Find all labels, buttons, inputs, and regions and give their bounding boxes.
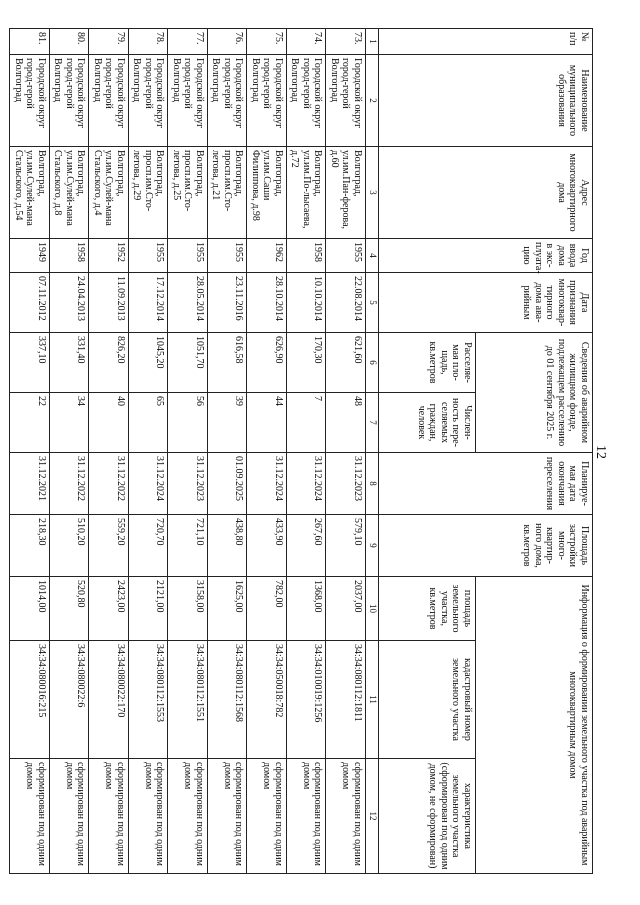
cell-number: 81.: [10, 29, 50, 55]
cell-land-char: сформирован под одним домом: [50, 759, 90, 874]
header-address: Адрес многоквартирного дома: [379, 147, 593, 239]
cell-population: 39: [208, 393, 248, 453]
column-number: 3: [366, 147, 379, 239]
cell-cadastral: 34:34:080022:170: [89, 641, 129, 759]
cell-address: Волгоград, ул.им.Пан-ферова, д.60: [326, 147, 366, 239]
column-number: 1: [366, 29, 379, 55]
cell-address: Волгоград, ул.им.Сулей-мана Стальского, д.4: [89, 147, 129, 239]
header-land-char: характеристика земельного участка (сформирован под одним домом, не сформирован): [379, 759, 476, 874]
cell-area-resettled: 331,40: [50, 333, 90, 393]
cell-year: 1949: [10, 239, 50, 273]
cell-number: 74.: [287, 29, 327, 55]
cell-municipality: Городской округ город-герой Волгоград: [10, 55, 50, 147]
header-num: № п/п: [379, 29, 593, 55]
header-year: Год ввода дома в экс-плуата-цию: [379, 239, 593, 273]
header-built-area: Площадь застройки много-квартир-ного дома, кв.метров: [379, 515, 593, 577]
cell-planned-end: 31.12.2023: [168, 453, 208, 515]
cell-cadastral: 34:34:080112:1811: [326, 641, 366, 759]
cell-cadastral: 34:34:080016:215: [10, 641, 50, 759]
cell-land-char: сформирован под одним домом: [89, 759, 129, 874]
cell-area-resettled: 616,58: [208, 333, 248, 393]
cell-address: Волгоград, ул.им.По-лысаева, д.72: [287, 147, 327, 239]
cell-population: 48: [326, 393, 366, 453]
header-cadastral: кадастровый номер земельного участка: [379, 641, 476, 759]
cell-area-resettled: 337,10: [10, 333, 50, 393]
cell-land-area: 1368,00: [287, 577, 327, 641]
table-row: [89, 29, 129, 874]
cell-planned-end: 31.12.2022: [89, 453, 129, 515]
cell-area-resettled: 621,60: [326, 333, 366, 393]
cell-built-area: 559,20: [89, 515, 129, 577]
cell-date-emergency: 17.12.2014: [129, 273, 169, 333]
cell-built-area: 433,90: [247, 515, 287, 577]
cell-land-area: 520,80: [50, 577, 90, 641]
cell-population: 40: [89, 393, 129, 453]
cell-land-char: сформирован под одним домом: [287, 759, 327, 874]
cell-cadastral: 34:34:080112:1551: [168, 641, 208, 759]
cell-date-emergency: 10.10.2014: [287, 273, 327, 333]
cell-date-emergency: 23.11.2016: [208, 273, 248, 333]
column-number: 10: [366, 577, 379, 641]
cell-address: Волгоград, ул.им.Сулей-мана Стальского, д.54: [10, 147, 50, 239]
cell-municipality: Городской округ город-герой Волгоград: [326, 55, 366, 147]
cell-number: 75.: [247, 29, 287, 55]
cell-land-area: 2121,00: [129, 577, 169, 641]
cell-land-char: сформирован под одним домом: [129, 759, 169, 874]
table-header: [366, 29, 593, 874]
cell-municipality: Городской округ город-герой Волгоград: [50, 55, 90, 147]
cell-date-emergency: 24.04.2013: [50, 273, 90, 333]
cell-built-area: 721,10: [168, 515, 208, 577]
table-row: [50, 29, 90, 874]
cell-population: 65: [129, 393, 169, 453]
cell-address: Волгоград, ул.им.Сулей-мана Стальского, д.8: [50, 147, 90, 239]
cell-land-char: сформирован под одним домом: [208, 759, 248, 874]
cell-built-area: 218,30: [10, 515, 50, 577]
cell-date-emergency: 28.10.2014: [247, 273, 287, 333]
cell-year: 1955: [208, 239, 248, 273]
emergency-housing-table: [10, 28, 594, 874]
cell-area-resettled: 1051,70: [168, 333, 208, 393]
header-planned-end: Планируе-мая дата окончания переселения: [379, 453, 593, 515]
table-row: [326, 29, 366, 874]
cell-area-resettled: 826,20: [89, 333, 129, 393]
cell-land-char: сформирован под одним домом: [326, 759, 366, 874]
table-row: [168, 29, 208, 874]
cell-built-area: 438,80: [208, 515, 248, 577]
header-population: Числен-ность пере-селяемых граждан, человек: [379, 393, 476, 453]
cell-population: 7: [287, 393, 327, 453]
cell-land-area: 1014,00: [10, 577, 50, 641]
cell-year: 1955: [326, 239, 366, 273]
cell-planned-end: 31.12.2024: [129, 453, 169, 515]
column-number: 4: [366, 239, 379, 273]
document-body: [13, 28, 593, 873]
table-row: [10, 29, 50, 874]
cell-number: 79.: [89, 29, 129, 55]
header-group-land: Информация о формировании земельного участка под аварийным многоквартирным домом: [476, 577, 593, 874]
column-number: 9: [366, 515, 379, 577]
cell-year: 1958: [50, 239, 90, 273]
cell-number: 73.: [326, 29, 366, 55]
cell-date-emergency: 11.09.2013: [89, 273, 129, 333]
cell-population: 34: [50, 393, 90, 453]
cell-year: 1962: [247, 239, 287, 273]
column-number: 5: [366, 273, 379, 333]
cell-date-emergency: 07.11.2012: [10, 273, 50, 333]
cell-planned-end: 31.12.2024: [287, 453, 327, 515]
cell-land-char: сформирован под одним домом: [168, 759, 208, 874]
cell-land-char: сформирован под одним домом: [247, 759, 287, 874]
header-land-area: площадь земельного участка, кв.метров: [379, 577, 476, 641]
cell-municipality: Городской округ город-герой Волгоград: [208, 55, 248, 147]
cell-date-emergency: 28.05.2014: [168, 273, 208, 333]
column-number: 11: [366, 641, 379, 759]
cell-land-area: 2423,00: [89, 577, 129, 641]
cell-land-area: 3158,00: [168, 577, 208, 641]
cell-municipality: Городской округ город-герой Волгоград: [247, 55, 287, 147]
column-number: 12: [366, 759, 379, 874]
cell-built-area: 267,60: [287, 515, 327, 577]
cell-built-area: 510,20: [50, 515, 90, 577]
column-number: 6: [366, 333, 379, 393]
table-row: [129, 29, 169, 874]
cell-cadastral: 34:34:010019:1256: [287, 641, 327, 759]
cell-date-emergency: 22.08.2014: [326, 273, 366, 333]
cell-planned-end: 31.12.2021: [10, 453, 50, 515]
cell-cadastral: 34:34:080112:1568: [208, 641, 248, 759]
cell-planned-end: 31.12.2023: [326, 453, 366, 515]
column-numbers-row: [366, 29, 379, 874]
cell-number: 80.: [50, 29, 90, 55]
header-area-resettled: Расселяе-мая пло-щадь, кв.метров: [379, 333, 476, 393]
column-number: 2: [366, 55, 379, 147]
header-group-resettlement: Сведения об аварийном жилищном фонде, подлежащем расселению до 01 сентября 2025 г.: [476, 333, 593, 453]
cell-land-area: 2037,00: [326, 577, 366, 641]
table-row: [208, 29, 248, 874]
cell-land-area: 1625,00: [208, 577, 248, 641]
cell-year: 1955: [129, 239, 169, 273]
cell-planned-end: 31.12.2024: [247, 453, 287, 515]
table-row: [287, 29, 327, 874]
column-number: 7: [366, 393, 379, 453]
cell-area-resettled: 1045,20: [129, 333, 169, 393]
cell-cadastral: 34:34:050018:782: [247, 641, 287, 759]
rotated-table-wrapper: [13, 28, 593, 873]
header-date-emergency: Дата признания многоквар-тирного дома ава-рийным: [379, 273, 593, 333]
cell-cadastral: 34:34:080112:1553: [129, 641, 169, 759]
cell-municipality: Городской округ город-герой Волгоград: [89, 55, 129, 147]
cell-population: 22: [10, 393, 50, 453]
cell-municipality: Городской округ город-герой Волгоград: [287, 55, 327, 147]
table-body: [10, 29, 366, 874]
cell-land-area: 782,00: [247, 577, 287, 641]
cell-built-area: 579,10: [326, 515, 366, 577]
cell-address: Волгоград, ул.им.Саши Филиппова, д.98: [247, 147, 287, 239]
cell-year: 1955: [168, 239, 208, 273]
cell-address: Волгоград, просп.им.Сто-летова, д.21: [208, 147, 248, 239]
cell-address: Волгоград, просп.им.Сто-летова, д.29: [129, 147, 169, 239]
cell-population: 56: [168, 393, 208, 453]
cell-number: 77.: [168, 29, 208, 55]
cell-planned-end: 31.12.2022: [50, 453, 90, 515]
cell-address: Волгоград, просп.им.Сто-летова, д.25: [168, 147, 208, 239]
cell-built-area: 720,70: [129, 515, 169, 577]
cell-municipality: Городской округ город-герой Волгоград: [168, 55, 208, 147]
cell-area-resettled: 170,30: [287, 333, 327, 393]
page-number: 12: [593, 445, 608, 459]
cell-number: 76.: [208, 29, 248, 55]
cell-planned-end: 01.09.2025: [208, 453, 248, 515]
cell-land-char: сформирован под одним домом: [10, 759, 50, 874]
cell-year: 1958: [287, 239, 327, 273]
cell-area-resettled: 626,90: [247, 333, 287, 393]
header-municipality: Наименование муниципального образования: [379, 55, 593, 147]
cell-cadastral: 34:34:080022:6: [50, 641, 90, 759]
column-number: 8: [366, 453, 379, 515]
cell-year: 1952: [89, 239, 129, 273]
cell-population: 44: [247, 393, 287, 453]
cell-municipality: Городской округ город-герой Волгоград: [129, 55, 169, 147]
cell-number: 78.: [129, 29, 169, 55]
table-row: [247, 29, 287, 874]
